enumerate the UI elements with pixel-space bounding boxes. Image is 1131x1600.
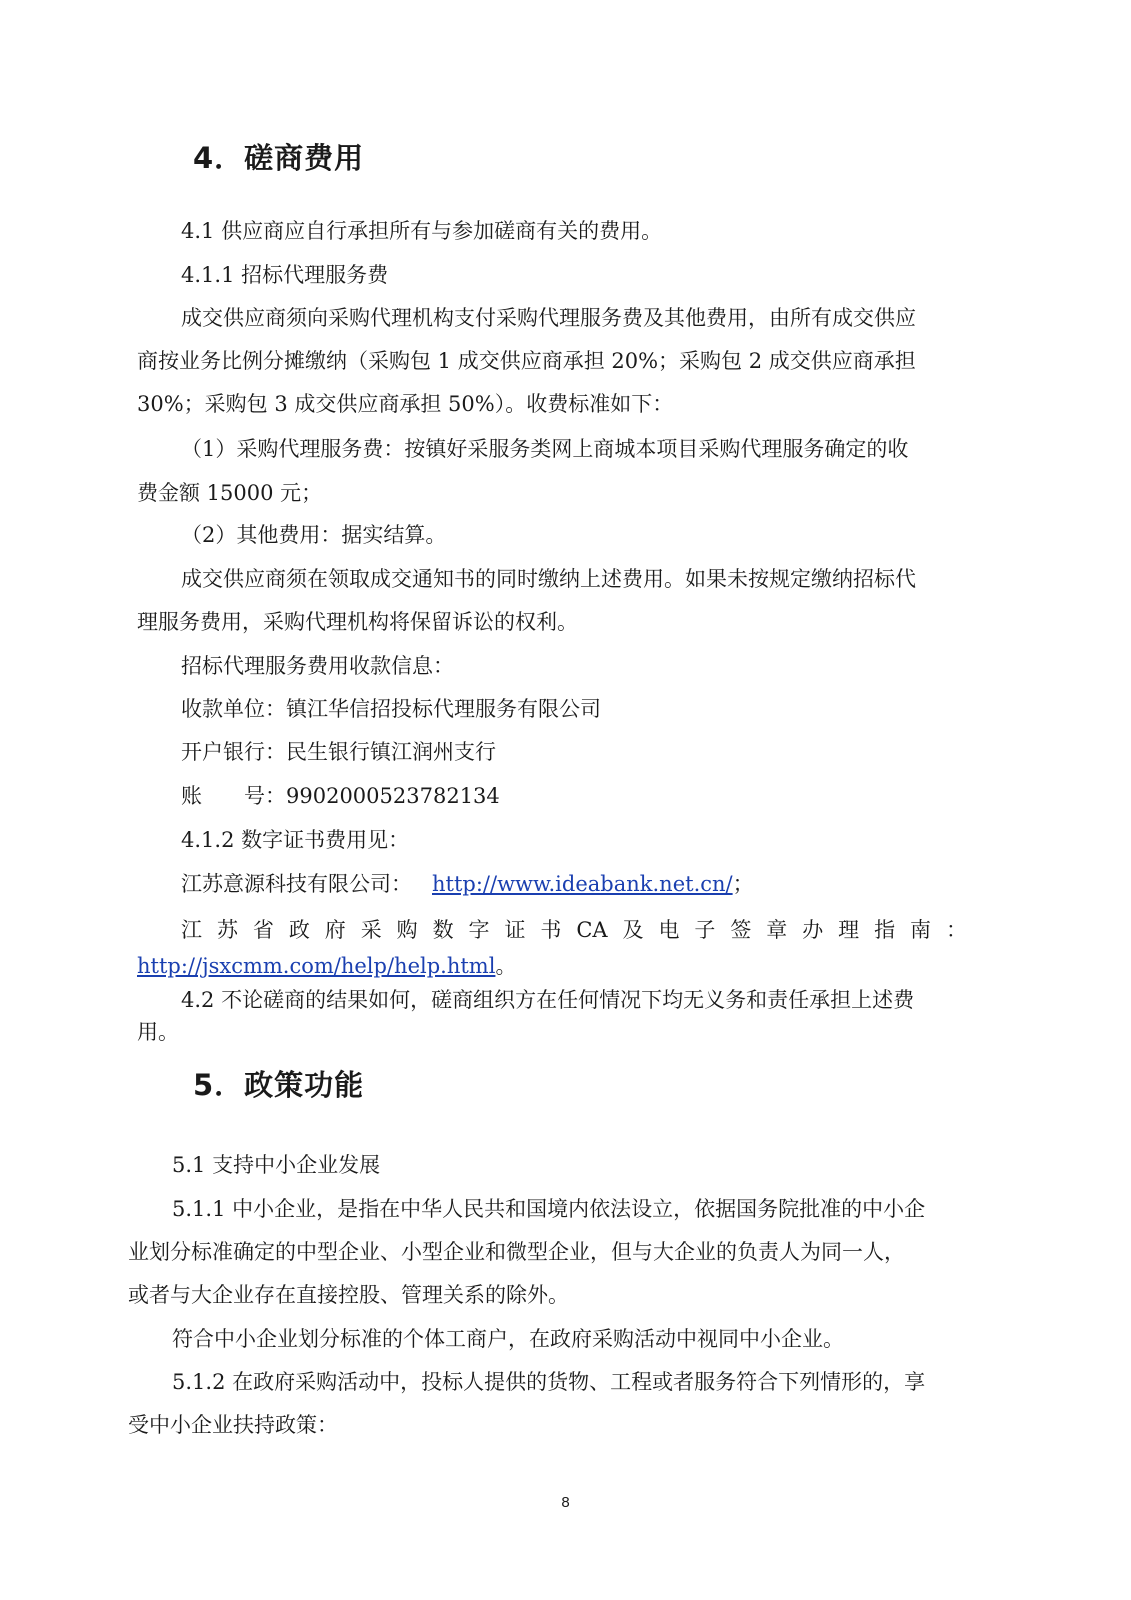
fee-item-1-line: （1）采购代理服务费：按镇好采服务类网上商城本项目采购代理服务确定的收 <box>181 437 909 461</box>
individual-business-paragraph: 符合中小企业划分标准的个体工商户，在政府采购活动中视同中小企业。 <box>172 1327 844 1351</box>
paragraph-4-1: 4.1 供应商应自行承担所有与参加磋商有关的费用。 <box>181 219 663 243</box>
payee-value: 镇江华信招投标代理服务有限公司 <box>286 697 601 721</box>
page-number: 8 <box>561 1494 570 1511</box>
ca-url-row <box>137 950 516 980</box>
paragraph-5-1-1-line: 或者与大企业存在直接控股、管理关系的除外。 <box>128 1283 569 1307</box>
paragraph-5-1-1-line: 5.1.1 中小企业，是指在中华人民共和国境内依法设立，依据国务院批准的中小企 <box>172 1197 926 1221</box>
bank-value: 民生银行镇江润州支行 <box>286 740 496 764</box>
fee-item-2: （2）其他费用：据实结算。 <box>181 523 447 547</box>
cert-company-label: 江苏意源科技有限公司： <box>181 872 412 896</box>
payee-row <box>181 693 601 723</box>
payment-paragraph-line: 理服务费用，采购代理机构将保留诉讼的权利。 <box>137 610 578 634</box>
ca-guide-link[interactable]: http://jsxcmm.com/help/help.html <box>137 954 496 978</box>
bank-label: 开户银行： <box>181 740 286 764</box>
bank-row <box>181 736 496 766</box>
account-row <box>181 780 500 810</box>
paragraph-4-2-line: 4.2 不论磋商的结果如何，磋商组织方在任何情况下均无义务和责任承担上述费 <box>181 988 915 1012</box>
payee-label: 收款单位： <box>181 697 286 721</box>
account-value: 9902000523782134 <box>286 784 500 808</box>
fee-paragraph-line: 成交供应商须向采购代理机构支付采购代理服务费及其他费用，由所有成交供应 <box>181 306 916 330</box>
paragraph-5-1-1-line: 业划分标准确定的中型企业、小型企业和微型企业，但与大企业的负责人为同一人， <box>128 1240 905 1264</box>
ideabank-link[interactable]: http://www.ideabank.net.cn/ <box>432 872 733 896</box>
section-5-heading: 5．政策功能 <box>193 1068 365 1102</box>
fee-paragraph-line: 商按业务比例分摊缴纳（采购包 1 成交供应商承担 20%；采购包 2 成交供应商承担 <box>137 349 916 373</box>
paragraph-5-1: 5.1 支持中小企业发展 <box>172 1153 381 1177</box>
section-4-heading: 4．磋商费用 <box>193 141 365 175</box>
ca-guide-line: 江苏省政府采购数字证书CA及电子签章办理指南： <box>181 918 967 942</box>
paragraph-4-2-line: 用。 <box>137 1020 179 1044</box>
payment-paragraph-line: 成交供应商须在领取成交通知书的同时缴纳上述费用。如果未按规定缴纳招标代 <box>181 567 916 591</box>
account-label-first: 账 <box>181 784 202 808</box>
paragraph-4-1-1: 4.1.1 招标代理服务费 <box>181 263 389 287</box>
account-label-second: 号： <box>244 784 286 808</box>
paragraph-5-1-2-line: 受中小企业扶持政策： <box>128 1413 338 1437</box>
fee-item-1-line: 费金额 15000 元； <box>137 481 323 505</box>
payee-info-title: 招标代理服务费用收款信息： <box>181 654 454 678</box>
cert-url-suffix: ； <box>732 872 754 896</box>
paragraph-4-1-2: 4.1.2 数字证书费用见： <box>181 828 410 852</box>
cert-company-row <box>181 868 754 898</box>
fee-paragraph-line: 30%；采购包 3 成交供应商承担 50%）。收费标准如下： <box>137 392 674 416</box>
paragraph-5-1-2-line: 5.1.2 在政府采购活动中，投标人提供的货物、工程或者服务符合下列情形的，享 <box>172 1370 926 1394</box>
ca-url-suffix: 。 <box>495 954 517 978</box>
